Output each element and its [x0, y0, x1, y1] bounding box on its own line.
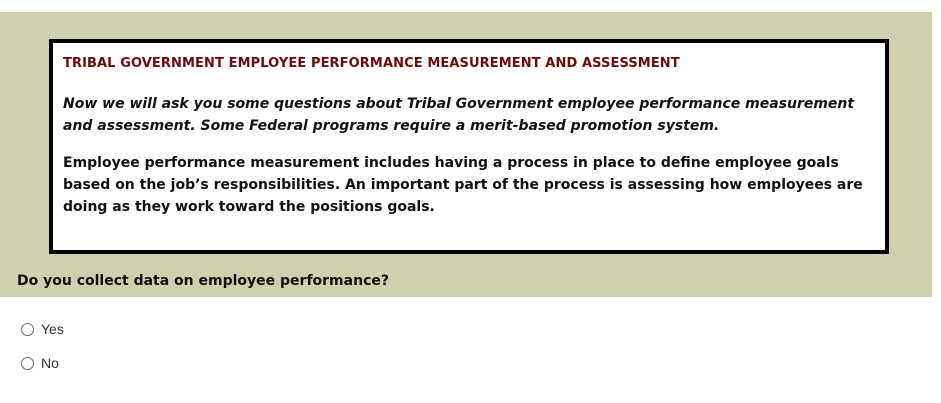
info-intro-text: Now we will ask you some questions about Tribal Government employee performance measurement and assessment. Some Federal programs require a merit-based promotion system.: [63, 96, 855, 134]
info-body-text: Employee performance measurement includes having a process in place to define employee goals based on the job’s responsibilities. An important part of the process is assessing how employees are doing as they work toward the positions goals.: [63, 155, 863, 215]
answer-options: [21, 319, 64, 387]
radio-button-yes[interactable]: [21, 323, 34, 336]
question-text: Do you collect data on employee performance?: [17, 273, 389, 289]
option-no[interactable]: [21, 353, 64, 373]
option-no-label[interactable]: No: [41, 355, 59, 371]
radio-button-no[interactable]: [21, 357, 34, 370]
survey-question-panel: [0, 12, 932, 297]
info-box: [49, 39, 889, 254]
option-yes[interactable]: [21, 319, 64, 339]
option-yes-label[interactable]: Yes: [41, 321, 64, 337]
info-title: TRIBAL GOVERNMENT EMPLOYEE PERFORMANCE MEASUREMENT AND ASSESSMENT: [63, 56, 680, 71]
